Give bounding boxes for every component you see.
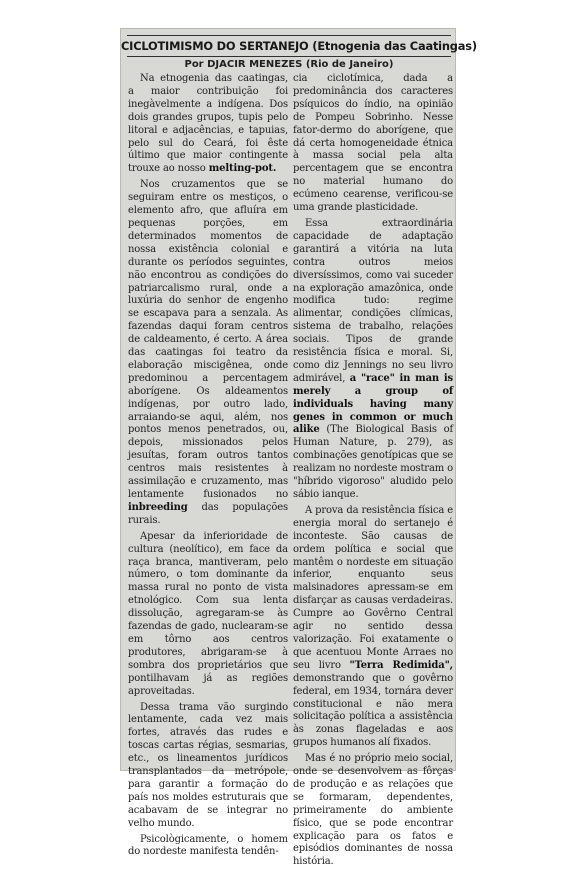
paragraph-text: Mas é no próprio meio social, onde se desenvolvem as fôrças de produção e as relações que se formaram, dependentes, primeiramente do ambiente físico, que se pode encontrar explicação para os fatos e episódios dominantes de nossa história.	[293, 753, 453, 868]
paragraph	[128, 73, 288, 176]
right-column	[293, 73, 454, 868]
paragraph	[128, 834, 288, 860]
left-column	[128, 73, 288, 858]
emphasis-text: "Terra Redimida",	[349, 659, 453, 671]
paragraph-text: A prova da resistência física e energia moral do sertanejo é inconteste. São causas de ordem política e social que mantêm o nordeste em situação inferior, enquanto seus malsinadores apressam-se em disfarçar as causas verdadeiras. Cumpre ao Govêrno Central agir no sentido dessa valorização. Foi exatamente o que acentuou Monte Arraes no seu livro	[293, 504, 453, 671]
top-rule	[127, 35, 451, 36]
paragraph-text: Dessa trama vão surgindo lentamente, cada vez mais fortes, através das rudes e toscas cartas régias, sesmarias, etc., os lineamentos jurídicos transplantados da metrópole, para garantir a formação do país nos moldes estruturais que acabavam de se integrar no velho mundo.	[128, 701, 288, 829]
paragraph	[293, 753, 453, 869]
paragraph	[128, 531, 288, 699]
paragraph-text: Apesar da inferioridade de cultura (neolítico), em face da raça branca, mantiveram, pelo número, o tom dominante da massa rural no ponto de vista etnológico. Com sua lenta dissolução, agregaram-se às fazendas de gado, nuclearam-se em tôrno aos centros produtores, abrigaram-se à sombra dos proprietários que pontilhavam já as regiões aproveitadas.	[128, 530, 288, 697]
paragraph	[293, 505, 453, 750]
paragraph	[128, 179, 288, 527]
paragraph-text: Essa extraordinária capacidade de adaptação garantirá a vitória na luta contra outros meios diversíssimos, como vai suceder na exploração amazônica, onde modifica tudo: regime alimentar, condições clímicas, sistema de trabalho, relações sociais. Tipos de grande resistência física e moral. Si, como diz Jennings no seu livro admirável,	[293, 217, 453, 384]
paragraph	[293, 73, 453, 215]
paragraph-text: das populações rurais.	[128, 501, 288, 526]
newspaper-clipping	[120, 28, 477, 868]
paragraph-text: Nos cruzamentos que se seguiram entre os mestiços, o elemento afro, que afluíra em pequenas porções, em determinados momentos de nossa existência colonial e durante os períodos seguintes, não encontrou as condições do patriarcalismo rural, onde a luxúria do senhor de engenho se escapava para a senzala. As fazendas daqui foram centros de caldeamento, é certo. A área das caatingas foi teatro da elaboração miscigênea, onde predominou a percentagem aborígene. Os aldeamentos indígenas, por outro lado, arraiando-se aqui, além, nos pontos menos penetrados, ou, depois, missionados pelos jesuítas, foram outros tantos centros mais resistentes à assimilação e cruzamento, mas lentamente fusionados no	[128, 179, 288, 500]
paragraph	[293, 218, 453, 502]
paragraph-text: demonstrando que o govêrno federal, em 1934, tornára dever constitucional e não mera solicitação política a assistência às zonas flageladas e aos grupos humanos alí fixados.	[293, 672, 453, 749]
paragraph	[128, 702, 288, 831]
article-title: CICLOTIMISMO DO SERTANEJO (Etnogenia das Caatingas)	[121, 39, 477, 53]
emphasis-text: melting-pot.	[208, 163, 277, 175]
paragraph-text: Psicològicamente, o homem do nordeste manifesta tendên-	[128, 833, 288, 858]
title-rule	[127, 56, 451, 57]
paragraph-text: Na etnogenia das caatingas, a maior contribuição foi inegàvelmente a indígena. Dos dois grandes grupos, tupis pelo litoral e adjacências, e tapuias, pelo sul do Ceará, foi êste último que maior contingente trouxe ao nosso	[128, 73, 288, 175]
paragraph-text: (The Biological Basis of Human Nature, p. 279), as combinações genotípicas que se realizam no nordeste mostram o "híbrido vigoroso" aludido pelo sábio ianque.	[293, 424, 454, 500]
emphasis-text: a "race" in man is merely a group of individuals having many genes in common or much alike	[293, 372, 453, 436]
paragraph-text: cia ciclotímica, dada a predominância dos caracteres psíquicos do índio, na opinião de Pompeu Sobrinho. Nesse fator-dermo do aborígene, que dá certa homogeneidade étnica à massa social pela alta percentagem que se encontra no material humano do ecúmeno cearense, verificou-se uma grande plasticidade.	[293, 73, 453, 214]
emphasis-text: inbreeding	[128, 501, 188, 513]
article-byline: Por DJACIR MENEZES (Rio de Janeiro)	[184, 59, 394, 70]
